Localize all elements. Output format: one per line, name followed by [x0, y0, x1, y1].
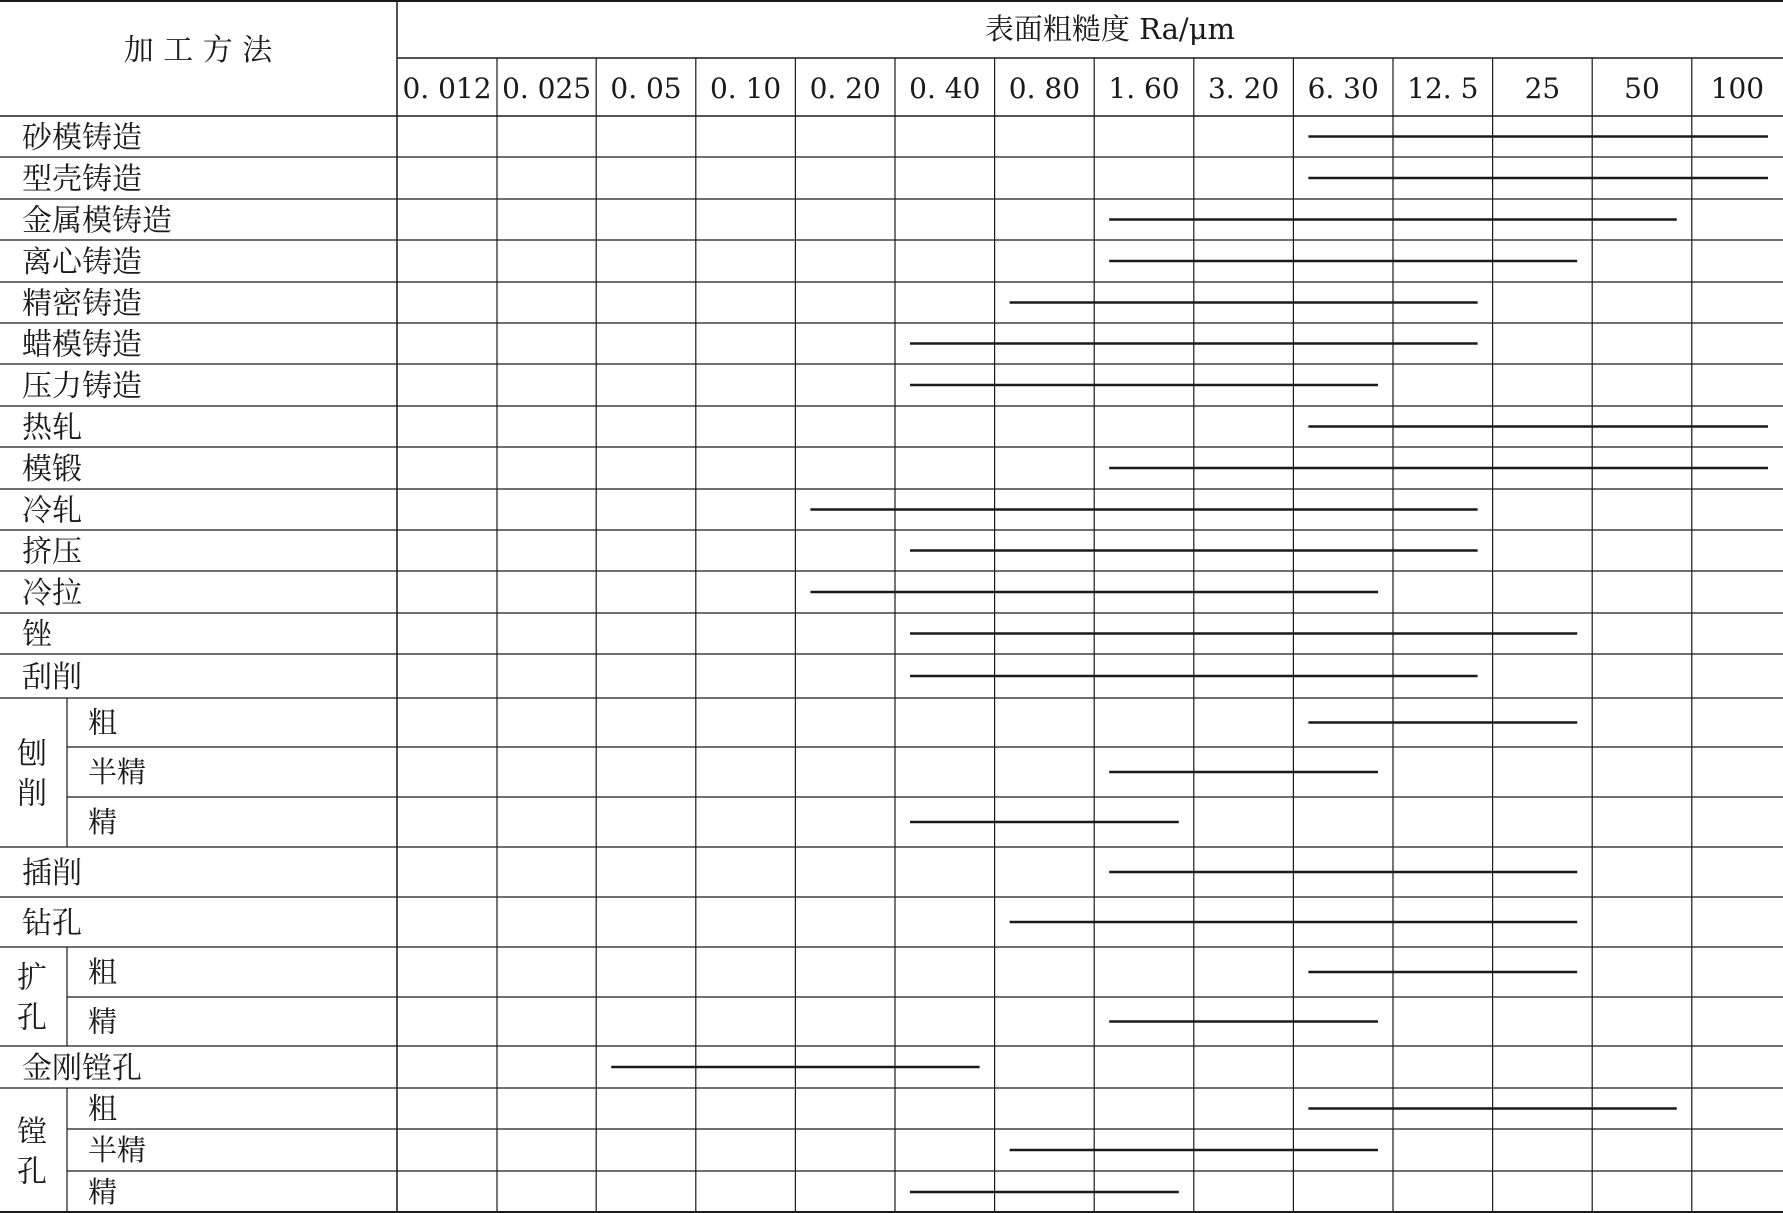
row-label: 冷拉	[22, 576, 82, 611]
grade-label: 3. 20	[1207, 72, 1280, 105]
method-header: 加 工 方 法	[123, 33, 273, 68]
row-label: 型壳铸造	[22, 162, 142, 197]
row-label: 砂模铸造	[22, 120, 142, 156]
row-sub-label: 粗	[88, 955, 118, 989]
row-sub-label: 粗	[88, 705, 118, 740]
row-label: 挤压	[22, 534, 82, 570]
grade-label: 0. 40	[909, 72, 981, 105]
grade-label: 0. 05	[610, 72, 682, 105]
row-label: 钻孔	[22, 906, 82, 941]
row-sub-label: 粗	[88, 1091, 118, 1126]
grade-label: 25	[1524, 72, 1561, 105]
group-label-char: 孔	[17, 1000, 47, 1036]
row-label: 刮削	[22, 660, 82, 695]
row-label: 金刚镗孔	[22, 1051, 142, 1086]
row-label: 冷轧	[22, 493, 82, 529]
group-label-char: 削	[17, 776, 47, 812]
group-label-char: 镗	[17, 1114, 47, 1150]
row-sub-label: 半精	[88, 1133, 147, 1167]
row-label: 热轧	[22, 410, 82, 446]
group-label-char: 孔	[17, 1154, 47, 1190]
grade-label: 12. 5	[1407, 72, 1479, 105]
row-label: 精密铸造	[22, 286, 142, 322]
row-label: 锉	[22, 617, 52, 653]
grade-label: 0. 80	[1008, 72, 1081, 105]
row-sub-label: 精	[88, 805, 118, 839]
row-label: 模锻	[22, 452, 82, 487]
grade-label: 6. 30	[1307, 72, 1379, 105]
grade-label: 0. 025	[502, 72, 592, 105]
roughness-header: 表面粗糙度 Ra/μm	[984, 12, 1236, 46]
row-sub-label: 半精	[88, 755, 147, 789]
grade-label: 100	[1710, 72, 1765, 105]
row-sub-label: 精	[88, 1004, 118, 1039]
grade-label: 0. 012	[402, 72, 492, 105]
grade-label: 0. 10	[709, 72, 782, 105]
row-label: 压力铸造	[22, 369, 142, 404]
group-label-char: 扩	[17, 960, 47, 996]
grade-label: 0. 20	[809, 72, 881, 105]
row-label: 金属模铸造	[22, 203, 172, 239]
row-label: 插削	[22, 856, 82, 891]
grade-label: 1. 60	[1108, 72, 1180, 105]
row-label: 蜡模铸造	[22, 327, 142, 363]
grade-label: 50	[1624, 72, 1660, 105]
row-sub-label: 精	[88, 1175, 118, 1209]
group-label-char: 刨	[17, 736, 47, 772]
row-label: 离心铸造	[22, 245, 142, 280]
